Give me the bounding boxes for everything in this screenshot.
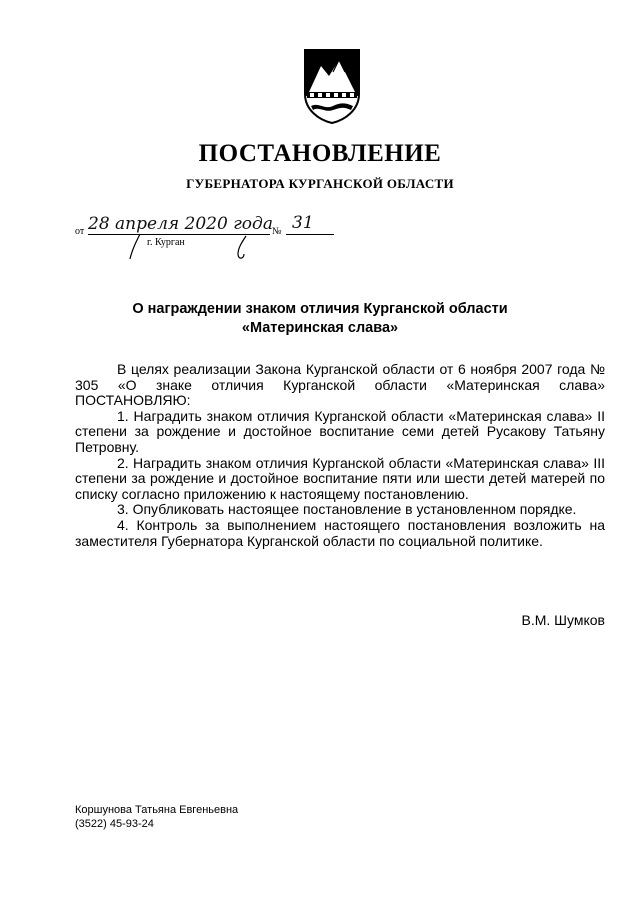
handwritten-hook-mark bbox=[232, 234, 250, 262]
item-2-paragraph: 2. Наградить знаком отличия Курганской области «Материнская слава» III степени за рождение и достойное воспитание пяти или шести детей матерей по списку согласно приложению к настоящему постановлению. bbox=[75, 454, 605, 502]
resolution-heading bbox=[0, 300, 640, 338]
heading-line-2: «Материнская слава» bbox=[241, 320, 399, 336]
signatory-name: В.М. Шумков bbox=[521, 612, 605, 628]
city-label: г. Курган bbox=[147, 237, 185, 248]
resolution-body bbox=[75, 362, 605, 549]
heading-line-1: О награждении знаком отличия Курганской области bbox=[132, 301, 508, 317]
date-from-label: от bbox=[75, 226, 85, 237]
item-4-paragraph: 4. Контроль за выполнением настоящего постановления возложить на заместителя Губернатора Курганской области по социальной политике. bbox=[75, 516, 605, 549]
handwritten-tick-mark bbox=[126, 232, 146, 262]
preamble-paragraph: В целях реализации Закона Курганской области от 6 ноября 2007 года № 305 «О знаке отличия Курганской области «Материнская слава» ПОСТАНОВЛЯЮ: bbox=[75, 361, 605, 409]
executor-phone: (3522) 45-93-24 bbox=[75, 817, 154, 830]
date-handwritten: 28 апреля 2020 года bbox=[88, 214, 273, 234]
number-handwritten: 31 bbox=[292, 213, 314, 233]
issuer-subtitle: ГУБЕРНАТОРА КУРГАНСКОЙ ОБЛАСТИ bbox=[186, 176, 454, 191]
executor-contact bbox=[75, 804, 238, 831]
number-underline bbox=[286, 234, 334, 235]
number-label: № bbox=[272, 226, 282, 237]
item-1-paragraph: 1. Наградить знаком отличия Курганской области «Материнская слава» II степени за рождение и достойное воспитание семи детей Русакову Татьяну Петровну. bbox=[75, 407, 605, 455]
item-3-paragraph: 3. Опубликовать настоящее постановление в установленном порядке. bbox=[117, 501, 577, 518]
executor-name: Коршунова Татьяна Евгеньевна bbox=[75, 804, 239, 816]
coat-of-arms-emblem bbox=[303, 48, 361, 124]
document-title: ПОСТАНОВЛЕНИЕ bbox=[198, 140, 442, 167]
